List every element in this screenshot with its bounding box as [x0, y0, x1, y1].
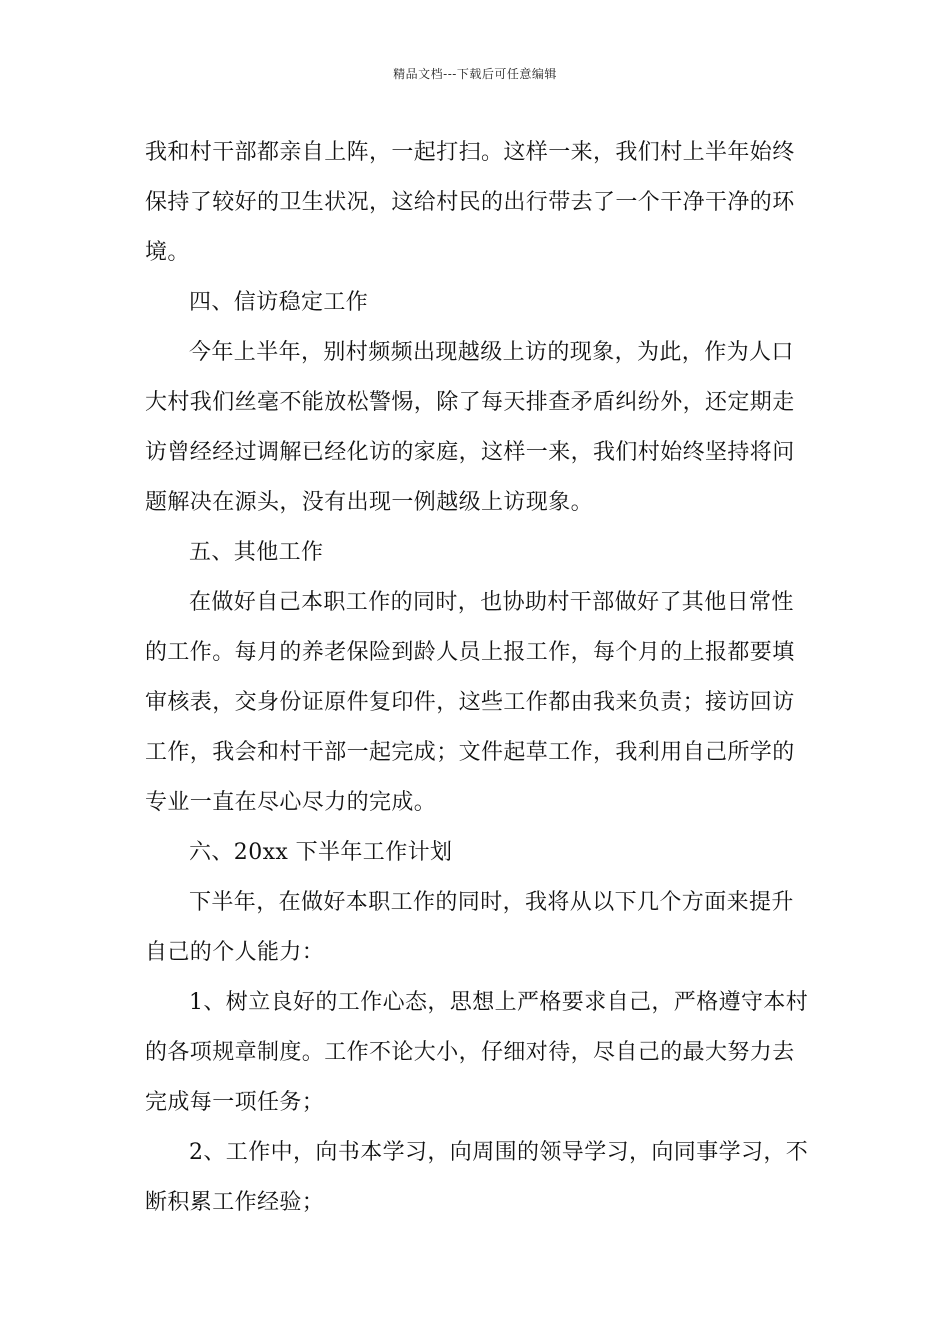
text-line: 境。: [145, 240, 190, 265]
text-line: 完成每一项任务；: [145, 1090, 325, 1115]
text-line: 审核表，交身份证原件复印件，这些工作都由我来负责；接访回访: [145, 690, 795, 715]
text-line: 工作，我会和村干部一起完成；文件起草工作，我利用自己所学的: [145, 740, 795, 765]
text-line: 题解决在源头，没有出现一例越级上访现象。: [145, 490, 594, 515]
section-heading: 六、20xx 下半年工作计划: [189, 840, 453, 865]
text-line: 下半年，在做好本职工作的同时，我将从以下几个方面来提升: [189, 890, 794, 915]
text-line: 自己的个人能力：: [145, 940, 325, 965]
text-line: 大村我们丝毫不能放松警惕，除了每天排查矛盾纠纷外，还定期走: [145, 390, 795, 415]
section-heading: 四、信访稳定工作: [189, 290, 369, 315]
text-line: 的各项规章制度。工作不论大小，仔细对待，尽自己的最大努力去: [145, 1040, 795, 1065]
section-heading: 五、其他工作: [189, 540, 324, 565]
text-line: 专业一直在尽心尽力的完成。: [145, 790, 437, 815]
text-line: 断积累工作经验；: [145, 1190, 325, 1215]
text-line: 我和村干部都亲自上阵，一起打扫。这样一来，我们村上半年始终: [145, 140, 795, 165]
text-line: 今年上半年，别村频频出现越级上访的现象，为此，作为人口: [189, 340, 794, 365]
document-body: [145, 128, 813, 1228]
text-line: 保持了较好的卫生状况，这给村民的出行带去了一个干净干净的环: [145, 190, 795, 215]
list-item: 2、工作中，向书本学习，向周围的领导学习，向同事学习，不: [189, 1140, 809, 1165]
text-line: 访曾经经过调解已经化访的家庭，这样一来，我们村始终坚持将问: [145, 440, 795, 465]
page-header: 精品文档---下载后可任意编辑: [393, 67, 557, 81]
list-item: 1、树立良好的工作心态，思想上严格要求自己，严格遵守本村: [189, 990, 809, 1015]
text-line: 的工作。每月的养老保险到龄人员上报工作，每个月的上报都要填: [145, 640, 795, 665]
text-line: 在做好自己本职工作的同时，也协助村干部做好了其他日常性: [189, 590, 794, 615]
